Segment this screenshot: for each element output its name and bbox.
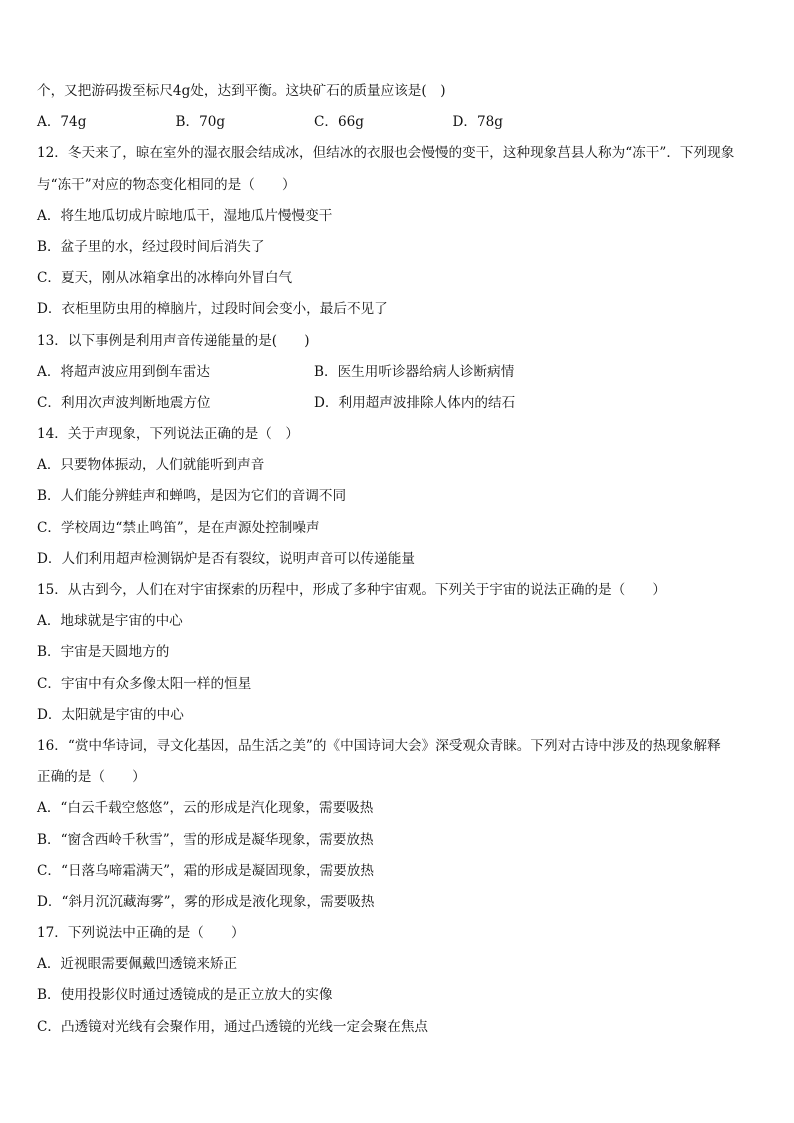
q11-options (37, 111, 767, 142)
q13-option-a: A．将超声波应用到倒车雷达 (37, 363, 210, 380)
q12-stem-line1: 12．冬天来了，晾在室外的湿衣服会结成冰，但结冰的衣服也会慢慢的变干，这种现象莒县人称为“冻干”．下列现象 (37, 145, 735, 162)
q15-stem: 15．从古到今，人们在对宇宙探索的历程中，形成了多种宇宙观。下列关于宇宙的说法正确的是（ ） (37, 582, 667, 598)
q15-option-d: D．太阳就是宇宙的中心 (37, 706, 184, 723)
q11-option-a: A．74g (37, 114, 87, 131)
q15-option-c: C．宇宙中有众多像太阳一样的恒星 (37, 675, 252, 692)
q12-option-a: A．将生地瓜切成片晾地瓜干，湿地瓜片慢慢变干 (37, 207, 333, 224)
q13-options-row2 (37, 392, 767, 423)
q11-option-b: B．70g (175, 114, 226, 131)
q13-option-d: D．利用超声波排除人体内的结石 (314, 394, 516, 411)
q14-option-a: A．只要物体振动，人们就能听到声音 (37, 457, 265, 474)
q13-option-c: C．利用次声波判断地震方位 (37, 394, 211, 411)
q16-option-a: A．“白云千载空悠悠”，云的形成是汽化现象，需要吸热 (37, 800, 374, 817)
q16-stem-line1: 16．“赏中华诗词，寻文化基因，品生活之美”的《中国诗词大会》深受观众青睐。下列对古诗中涉及的热现象解释 (37, 737, 721, 754)
q16-option-c: C．“日落乌啼霜满天”，霜的形成是凝固现象，需要放热 (37, 862, 374, 879)
q14-option-b: B．人们能分辨蛙声和蝉鸣，是因为它们的音调不同 (37, 488, 347, 505)
q13-option-b: B．医生用听诊器给病人诊断病情 (314, 363, 515, 380)
q16-stem-line2: 正确的是（ ） (37, 769, 146, 786)
q12-option-c: C．夏天，刚从冰箱拿出的冰棒向外冒白气 (37, 270, 293, 287)
q17-option-b: B．使用投影仪时通过透镜成的是正立放大的实像 (37, 987, 333, 1004)
q16-option-d: D．“斜月沉沉藏海雾”，雾的形成是液化现象，需要吸热 (37, 893, 375, 910)
q17-option-a: A．近视眼需要佩戴凹透镜来矫正 (37, 956, 238, 973)
q15-option-a: A．地球就是宇宙的中心 (37, 613, 183, 630)
q12-option-d: D．衣柜里防虫用的樟脑片，过段时间会变小，最后不见了 (37, 301, 388, 318)
q15-option-b: B．宇宙是天圆地方的 (37, 644, 170, 661)
q11-option-c: C．66g (314, 114, 364, 131)
q14-stem: 14．关于声现象，下列说法正确的是（ ） (37, 426, 299, 443)
q12-stem-line2: 与“冻干”对应的物态变化相同的是（ ） (37, 176, 296, 193)
q14-option-d: D．人们利用超声检测锅炉是否有裂纹，说明声音可以传递能量 (37, 550, 415, 567)
exam-page (37, 80, 767, 1047)
q13-stem: 13．以下事例是利用声音传递能量的是( ) (37, 332, 310, 349)
q11-option-d: D．78g (452, 114, 503, 131)
q13-options-row1 (37, 361, 767, 392)
q14-option-c: C．学校周边“禁止鸣笛”，是在声源处控制噪声 (37, 519, 320, 536)
q17-option-c: C．凸透镜对光线有会聚作用，通过凸透镜的光线一定会聚在焦点 (37, 1018, 429, 1035)
q12-option-b: B．盆子里的水，经过段时间后消失了 (37, 238, 265, 255)
q17-stem: 17．下列说法中正确的是（ ） (37, 925, 245, 942)
q16-option-b: B．“窗含西岭千秋雪”，雪的形成是凝华现象，需要放热 (37, 831, 374, 848)
q11-stem-continuation: 个，又把游码拨至标尺4g处，达到平衡。这块矿石的质量应该是( ) (37, 83, 446, 99)
